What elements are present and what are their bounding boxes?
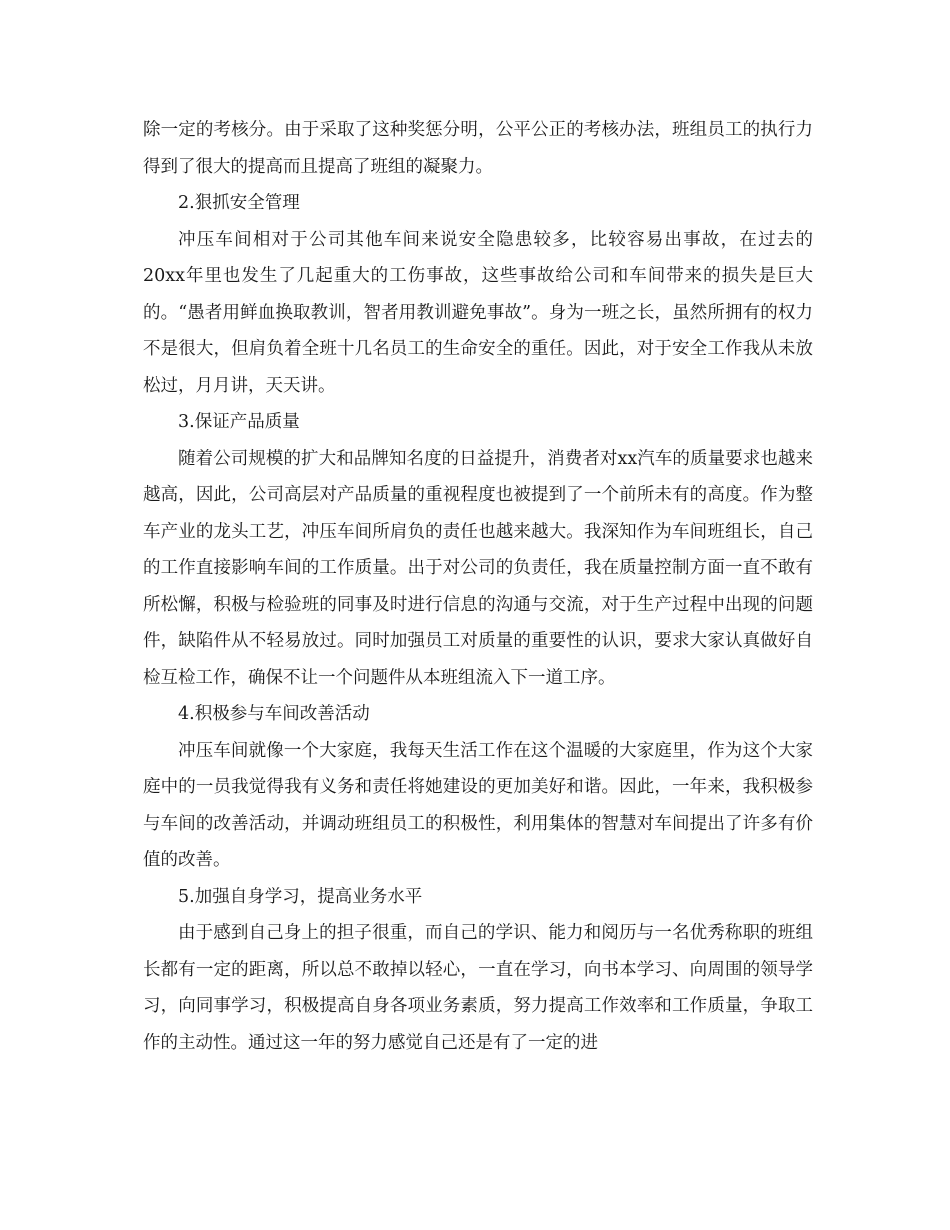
section-heading-learning: 5.加强自身学习，提高业务水平 <box>178 886 423 907</box>
document-body <box>143 112 813 1061</box>
section-heading-improvement: 4.积极参与车间改善活动 <box>178 704 370 724</box>
paragraph-safety: 冲压车间相对于公司其他车间来说安全隐患较多，比较容易出事故，在过去的20xx年里也发生了几起重大的工伤事故，这些事故给公司和车间带来的损失是巨大的。“愚者用鲜血换取教训，智者用教训避免事故”。身为一班之长，虽然所拥有的权力不是很大，但肩负着全班十几名员工的生命安全的重任。因此，对于安全工作我从未放松过，月月讲，天天讲。 <box>143 229 813 396</box>
section-heading-safety: 2.狠抓安全管理 <box>178 193 300 213</box>
paragraph-quality: 随着公司规模的扩大和品牌知名度的日益提升，消费者对xx汽车的质量要求也越来越高，因此，公司高层对产品质量的重视程度也被提到了一个前所未有的高度。作为整车产业的龙头工艺，冲压车间所肩负的责任也越来越大。我深知作为车间班组长，自己的工作直接影响车间的工作质量。出于对公司的负责任，我在质量控制方面一直不敢有所松懈，积极与检验班的同事及时进行信息的沟通与交流，对于生产过程中出现的问题件，缺陷件从不轻易放过。同时加强员工对质量的重要性的认识，要求大家认真做好自检互检工作，确保不让一个问题件从本班组流入下一道工序。 <box>143 448 813 688</box>
paragraph-continued: 除一定的考核分。由于采取了这种奖惩分明，公平公正的考核办法，班组员工的执行力得到了很大的提高而且提高了班组的凝聚力。 <box>143 120 813 177</box>
section-heading-quality: 3.保证产品质量 <box>178 412 300 432</box>
paragraph-learning: 由于感到自己身上的担子很重，而自己的学识、能力和阅历与一名优秀称职的班组长都有一定的距离，所以总不敢掉以轻心，一直在学习，向书本学习、向周围的领导学习，向同事学习，积极提高自身各项业务素质，努力提高工作效率和工作质量，争取工作的主动性。通过这一年的努力感觉自己还是有了一定的进 <box>143 923 813 1053</box>
paragraph-improvement: 冲压车间就像一个大家庭，我每天生活工作在这个温暖的大家庭里，作为这个大家庭中的一员我觉得我有义务和责任将她建设的更加美好和谐。因此，一年来，我积极参与车间的改善活动，并调动班组员工的积极性，利用集体的智慧对车间提出了许多有价值的改善。 <box>143 740 813 870</box>
